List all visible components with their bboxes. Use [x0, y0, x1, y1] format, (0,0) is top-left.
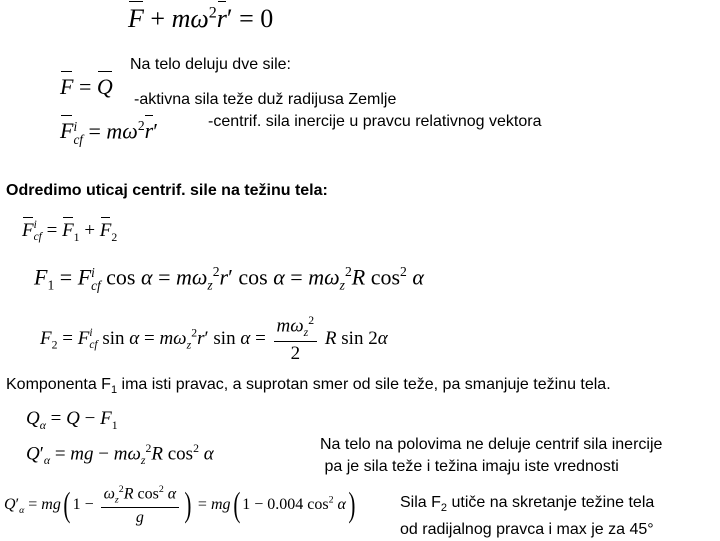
equation-centrifugal-force: F i cf = $m\omega^2r'$ [60, 118, 159, 148]
section-heading: Odredimo uticaj centrif. sile na težinu tela: [6, 182, 328, 199]
equation-top: $F + m\omega^2r' = 0$ [128, 4, 274, 33]
equation-f2: $F_2 = F$ i cf $\sin \alpha = m\omega_z^2r'$ sin α = $\frac{m\omega_z^2}{2}$ R sin 2α [40, 314, 388, 365]
poles-text: Na telo na polovima ne deluje centrif sila inercije pa je sila teže i težina imaju iste vrednosti [320, 436, 663, 475]
component-text: Komponenta $F_1$ ima isti pravac, a suprotan smer od sile teže, pa smanjuje težinu tela. [6, 376, 611, 397]
f2-text: Sila $F_2$ utiče na skretanje težine tela od radijalnog pravca i max je za 45° [400, 494, 655, 539]
equation-force-sum: F i cf = $F_1 + F_2$ [22, 219, 118, 244]
intro-text: Na telo deluju dve sile: [130, 56, 291, 73]
active-force-text: -aktivna sila teže duž radijusa Zemlje [134, 91, 397, 108]
equation-q-alpha-final: $Q'_\alpha = mg$( 1 − $\frac{\omega_z^2R \cos^2 \alpha}{g}$ ) = mg( 1 − 0.004 $\cos^2 \alpha$) [4, 484, 356, 526]
equation-q-alpha-prime: $Q'_\alpha$ = mg − $m\omega_z^2R$ $\cos^2 \alpha$ [26, 442, 214, 468]
equation-f1: $F_1 = F$ i cf $\cos \alpha = m\omega_z^2r'$ $\cos \alpha = m\omega_z^2R$ $\cos^2 \alpha$ [34, 264, 424, 294]
equation-f-equals-q: F = Q [60, 74, 113, 99]
equation-q-alpha: $Q_\alpha = Q - F_1$ [26, 408, 118, 432]
centrifugal-text: -centrif. sila inercije u pravcu relativnog vektora [208, 113, 542, 130]
